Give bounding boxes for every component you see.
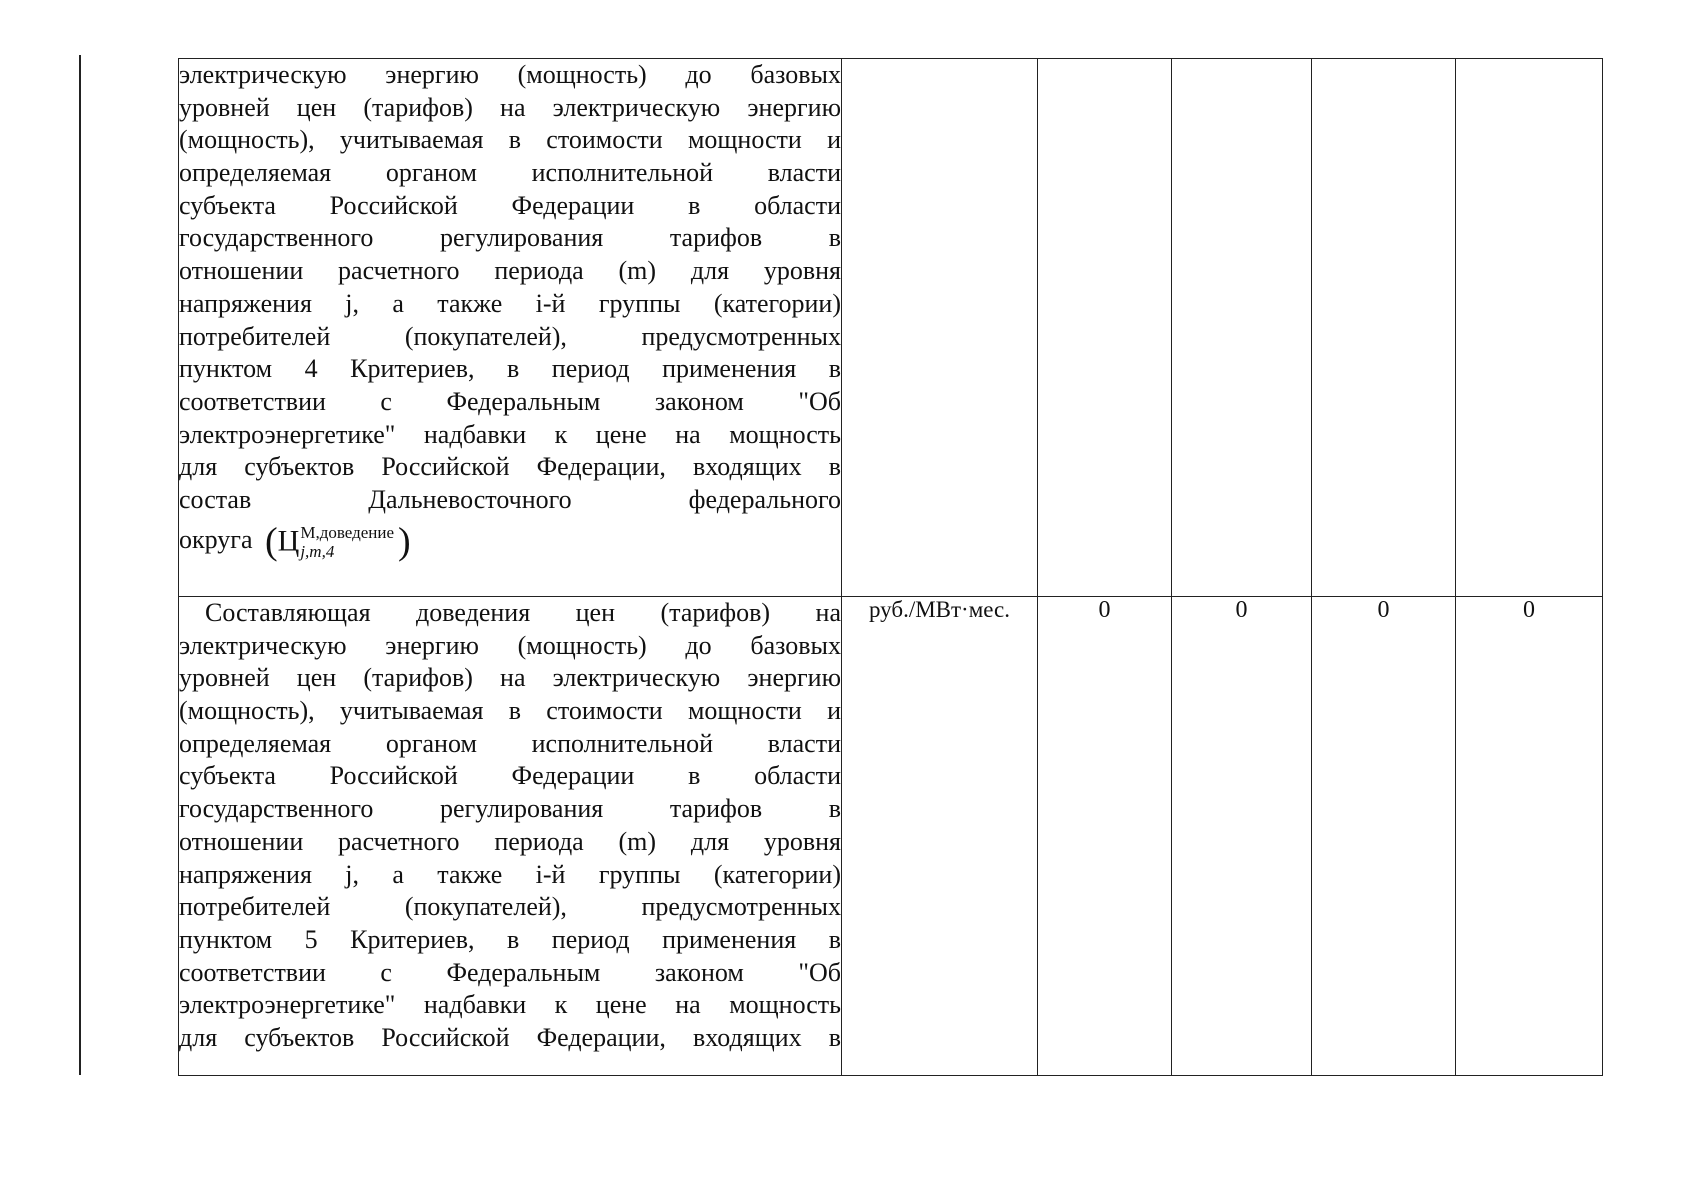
text-line: электрическую энергию (мощность) до базовых	[179, 60, 841, 89]
text-line: определяемая органом исполнительной власти	[179, 728, 841, 758]
text-line: электроэнергетике" надбавки к цене на мощность	[179, 419, 841, 449]
tariff-formula	[265, 520, 411, 563]
formula-subscript: j,m,4	[300, 541, 335, 561]
formula-open-paren: (	[265, 520, 278, 563]
unit-cell: руб./МВт·мес.	[842, 597, 1038, 1076]
text-line: отношении расчетного периода (m) для уровня	[179, 256, 841, 286]
text-line: состав Дальневосточного федерального	[179, 484, 841, 514]
formula-prefix: округа	[179, 524, 253, 554]
text-line: электрическую энергию (мощность) до базовых	[179, 630, 841, 660]
text-line: государственного регулирования тарифов в	[179, 794, 841, 824]
text-line: Составляющая доведения цен (тарифов) на	[205, 598, 841, 627]
text-line: отношении расчетного периода (m) для уровня	[179, 826, 841, 856]
formula-close-paren: )	[398, 520, 411, 563]
text-line: субъекта Российской Федерации в области	[179, 761, 841, 791]
text-line: пунктом 4 Критериев, в период применения в	[179, 354, 841, 384]
value-cell	[1172, 59, 1312, 597]
value-cell: 0	[1312, 597, 1456, 1076]
text-line: напряжения j, а также i-й группы (категории)	[179, 288, 841, 318]
text-line: государственного регулирования тарифов в	[179, 223, 841, 253]
value-cell	[1456, 59, 1603, 597]
text-line: пунктом 5 Критериев, в период применения в	[179, 924, 841, 954]
text-line: напряжения j, а также i-й группы (категории)	[179, 859, 841, 889]
text-line: потребителей (покупателей), предусмотренных	[179, 892, 841, 922]
value-cell	[1038, 59, 1172, 597]
formula-superscript: М,доведение	[300, 522, 395, 542]
formula-symbol: Ц	[277, 524, 300, 558]
page-margin-line	[79, 55, 81, 1075]
text-line: соответствии с Федеральным законом "Об	[179, 957, 841, 987]
value-cell	[1312, 59, 1456, 597]
text-line: электроэнергетике" надбавки к цене на мощность	[179, 990, 841, 1020]
text-line: уровней цен (тарифов) на электрическую энергию	[179, 663, 841, 693]
text-line: потребителей (покупателей), предусмотренных	[179, 321, 841, 351]
description-cell	[179, 59, 842, 597]
formula-line	[179, 520, 841, 573]
unit-cell	[842, 59, 1038, 597]
text-line: (мощность), учитываемая в стоимости мощности и	[179, 125, 841, 155]
table-row	[179, 59, 1603, 597]
text-line: для субъектов Российской Федерации, входящих в	[179, 1022, 841, 1052]
text-line: субъекта Российской Федерации в области	[179, 190, 841, 220]
text-line: для субъектов Российской Федерации, входящих в	[179, 452, 841, 482]
text-line: уровней цен (тарифов) на электрическую энергию	[179, 92, 841, 122]
value-cell: 0	[1456, 597, 1603, 1076]
text-line: определяемая органом исполнительной власти	[179, 158, 841, 188]
text-line: соответствии с Федеральным законом "Об	[179, 386, 841, 416]
tariff-table	[178, 58, 1603, 1076]
value-cell: 0	[1172, 597, 1312, 1076]
description-cell	[179, 597, 842, 1076]
value-cell: 0	[1038, 597, 1172, 1076]
text-line: (мощность), учитываемая в стоимости мощности и	[179, 696, 841, 726]
table-row	[179, 597, 1603, 1076]
